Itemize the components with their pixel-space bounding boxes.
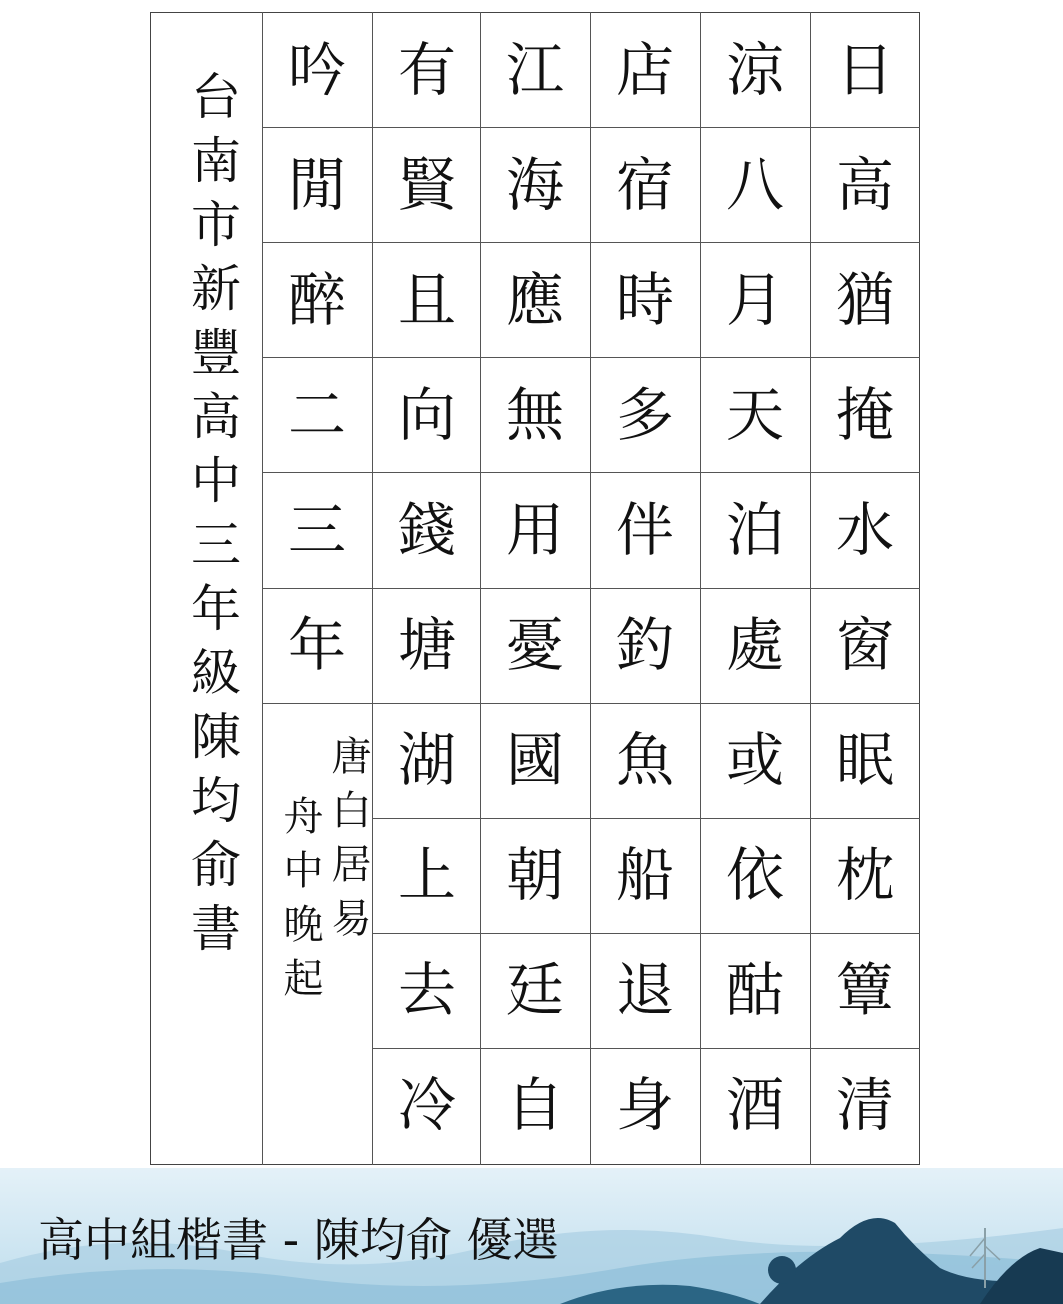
poem-character: 天 <box>725 380 784 449</box>
poem-character: 月 <box>725 265 784 334</box>
poem-character: 年 <box>287 611 346 680</box>
poem-character: 眠 <box>835 726 894 795</box>
poem-character: 依 <box>725 841 784 910</box>
poem-character: 錢 <box>397 495 456 564</box>
poem-character: 三 <box>287 495 346 564</box>
poem-character: 宿 <box>615 150 674 219</box>
poem-character: 向 <box>397 380 456 449</box>
poem-character: 用 <box>505 495 564 564</box>
poem-character: 店 <box>615 35 674 104</box>
poem-character: 憂 <box>505 611 564 680</box>
poem-character: 廷 <box>505 956 564 1025</box>
poem-character: 江 <box>505 35 564 104</box>
poem-character: 上 <box>397 841 456 910</box>
poem-character: 身 <box>615 1071 674 1140</box>
poem-character: 猶 <box>835 265 894 334</box>
poem-character: 枕 <box>835 841 894 910</box>
grid-row-line <box>262 703 372 704</box>
poem-character: 且 <box>397 265 456 334</box>
poem-character: 閒 <box>287 150 346 219</box>
signature-inscription: 台南市新豐高中三年級陳均俞書 <box>183 70 241 966</box>
poem-character: 泊 <box>725 495 784 564</box>
poem-character: 簟 <box>835 956 894 1025</box>
poem-character: 冷 <box>397 1071 456 1140</box>
poem-character: 窗 <box>835 611 894 680</box>
poem-character: 有 <box>397 35 456 104</box>
poem-character: 高 <box>835 150 894 219</box>
poem-character: 醉 <box>287 265 346 334</box>
poem-author: 唐白居易 <box>325 735 371 951</box>
poem-character: 掩 <box>835 380 894 449</box>
poem-character: 水 <box>835 495 894 564</box>
poem-character: 酤 <box>725 956 784 1025</box>
poem-character: 伴 <box>615 495 674 564</box>
poem-character: 釣 <box>615 611 674 680</box>
poem-character: 時 <box>615 265 674 334</box>
poem-character: 二 <box>287 380 346 449</box>
poem-character: 自 <box>505 1071 564 1140</box>
poem-character: 日 <box>835 35 894 104</box>
poem-character: 魚 <box>615 726 674 795</box>
poem-character: 朝 <box>505 841 564 910</box>
poem-character: 酒 <box>725 1071 784 1140</box>
poem-character: 退 <box>615 956 674 1025</box>
poem-character: 多 <box>615 380 674 449</box>
poem-character: 吟 <box>287 35 346 104</box>
poem-title: 舟中晚起 <box>277 795 323 1011</box>
poem-character: 涼 <box>725 35 784 104</box>
poem-character: 或 <box>725 726 784 795</box>
poem-character: 應 <box>505 265 564 334</box>
poem-character: 清 <box>835 1071 894 1140</box>
poem-character: 處 <box>725 611 784 680</box>
poem-character: 塘 <box>397 611 456 680</box>
poem-character: 無 <box>505 380 564 449</box>
poem-character: 八 <box>725 150 784 219</box>
poem-character: 國 <box>505 726 564 795</box>
poem-character: 船 <box>615 841 674 910</box>
poem-character: 去 <box>397 956 456 1025</box>
footer-banner <box>0 1168 1063 1304</box>
poem-character: 海 <box>505 150 564 219</box>
poem-character: 賢 <box>397 150 456 219</box>
poem-character: 湖 <box>397 726 456 795</box>
banner-caption: 高中組楷書 - 陳均俞 優選 <box>38 1213 559 1267</box>
